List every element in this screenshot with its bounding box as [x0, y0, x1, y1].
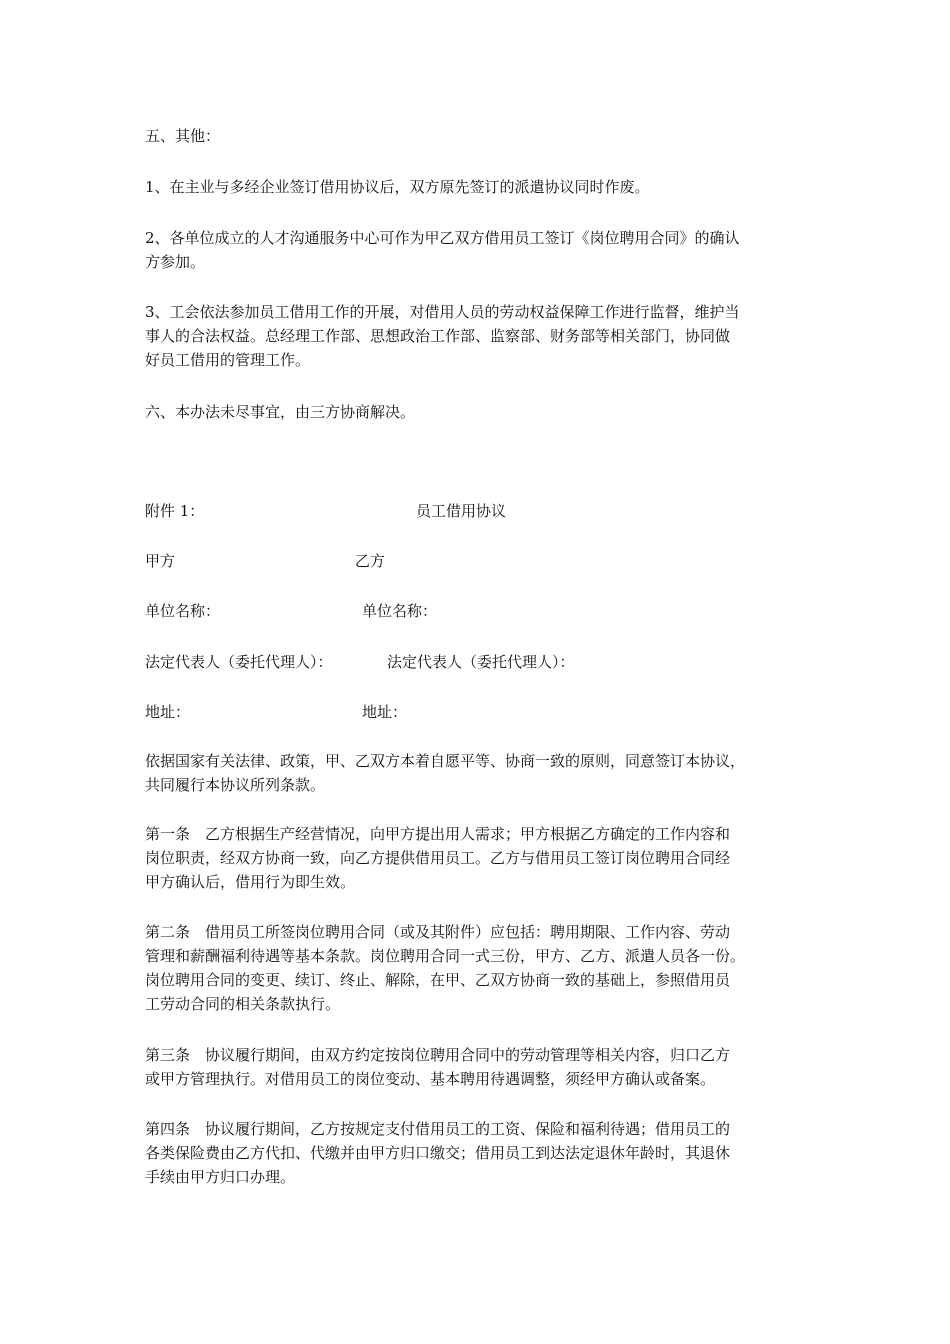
paragraph-line: 手续由甲方归口办理。: [145, 1168, 296, 1186]
paragraph-line: 好员工借用的管理工作。: [145, 351, 311, 369]
article-4: [145, 1117, 825, 1189]
party-a-label: 甲方: [145, 552, 176, 570]
address-b: 地址：: [362, 703, 408, 721]
paragraph-line: 事人的合法权益。总经理工作部、思想政治工作部、监察部、财务部等相关部门，协同做: [145, 327, 731, 345]
heading-text: 六、本办法未尽事宜，由三方协商解决。: [145, 403, 416, 421]
paragraph-line: 管理和薪酬福利待遇等基本条款。岗位聘用合同一式三份，甲方、乙方、派遣人员各一份。: [145, 947, 746, 965]
paragraph-line: 岗位聘用合同的变更、续订、终止、解除，在甲、乙双方协商一致的基础上，参照借用员: [145, 971, 731, 989]
paragraph-line: 甲方确认后，借用行为即生效。: [145, 873, 356, 891]
paragraph-item-3: [145, 300, 825, 372]
paragraph-item-2: [145, 226, 825, 274]
paragraph-line: 各类保险费由乙方代扣、代缴并由甲方归口缴交；借用员工到达法定退休年龄时，其退休: [145, 1144, 731, 1162]
heading-text: 五、其他：: [145, 127, 221, 145]
address-a: 地址：: [145, 703, 191, 721]
paragraph-line: 3、工会依法参加员工借用工作的开展，对借用人员的劳动权益保障工作进行监督，维护当: [145, 303, 740, 321]
legal-rep-b: 法定代表人（委托代理人）：: [387, 653, 575, 671]
article-1: [145, 822, 825, 894]
unit-name-a: 单位名称：: [145, 602, 221, 620]
paragraph-line: 共同履行本协议所列条款。: [145, 776, 326, 794]
legal-rep-row: [145, 650, 825, 674]
address-row: [145, 700, 825, 724]
legal-rep-a: 法定代表人（委托代理人）：: [145, 653, 333, 671]
paragraph-line: 2、各单位成立的人才沟通服务中心可作为甲乙双方借用员工签订《岗位聘用合同》的确认: [145, 229, 740, 247]
paragraph-line: 方参加。: [145, 253, 206, 271]
attachment-title: 员工借用协议: [416, 502, 507, 520]
party-b-label: 乙方: [355, 552, 386, 570]
article-3: [145, 1043, 825, 1091]
unit-name-row: [145, 599, 825, 623]
paragraph-line: 依据国家有关法律、政策，甲、乙双方本着自愿平等、协商一致的原则，同意签订本协议，: [145, 752, 746, 770]
unit-name-b: 单位名称：: [362, 602, 438, 620]
section-heading-misc: [145, 400, 825, 424]
paragraph-line: 第二条 借用员工所签岗位聘用合同（或及其附件）应包括：聘用期限、工作内容、劳动: [145, 923, 731, 941]
paragraph-line: 第一条 乙方根据生产经营情况，向甲方提出用人需求；甲方根据乙方确定的工作内容和: [145, 825, 731, 843]
section-heading-other: [145, 124, 825, 148]
paragraph-item-1: [145, 175, 825, 199]
paragraph-line: 第三条 协议履行期间，由双方约定按岗位聘用合同中的劳动管理等相关内容，归口乙方: [145, 1046, 731, 1064]
paragraph-line: 岗位职责，经双方协商一致，向乙方提供借用员工。乙方与借用员工签订岗位聘用合同经: [145, 849, 731, 867]
agreement-preamble: [145, 749, 825, 797]
paragraph-line: 工劳动合同的相关条款执行。: [145, 995, 341, 1013]
paragraph-line: 1、在主业与多经企业签订借用协议后，双方原先签订的派遣协议同时作废。: [145, 178, 650, 196]
attachment-label: 附件 1：: [145, 502, 205, 520]
attachment-header: [145, 499, 825, 523]
paragraph-line: 第四条 协议履行期间，乙方按规定支付借用员工的工资、保险和福利待遇；借用员工的: [145, 1120, 731, 1138]
article-2: [145, 920, 825, 1016]
party-row: [145, 549, 825, 573]
paragraph-line: 或甲方管理执行。对借用员工的岗位变动、基本聘用待遇调整，须经甲方确认或备案。: [145, 1070, 716, 1088]
